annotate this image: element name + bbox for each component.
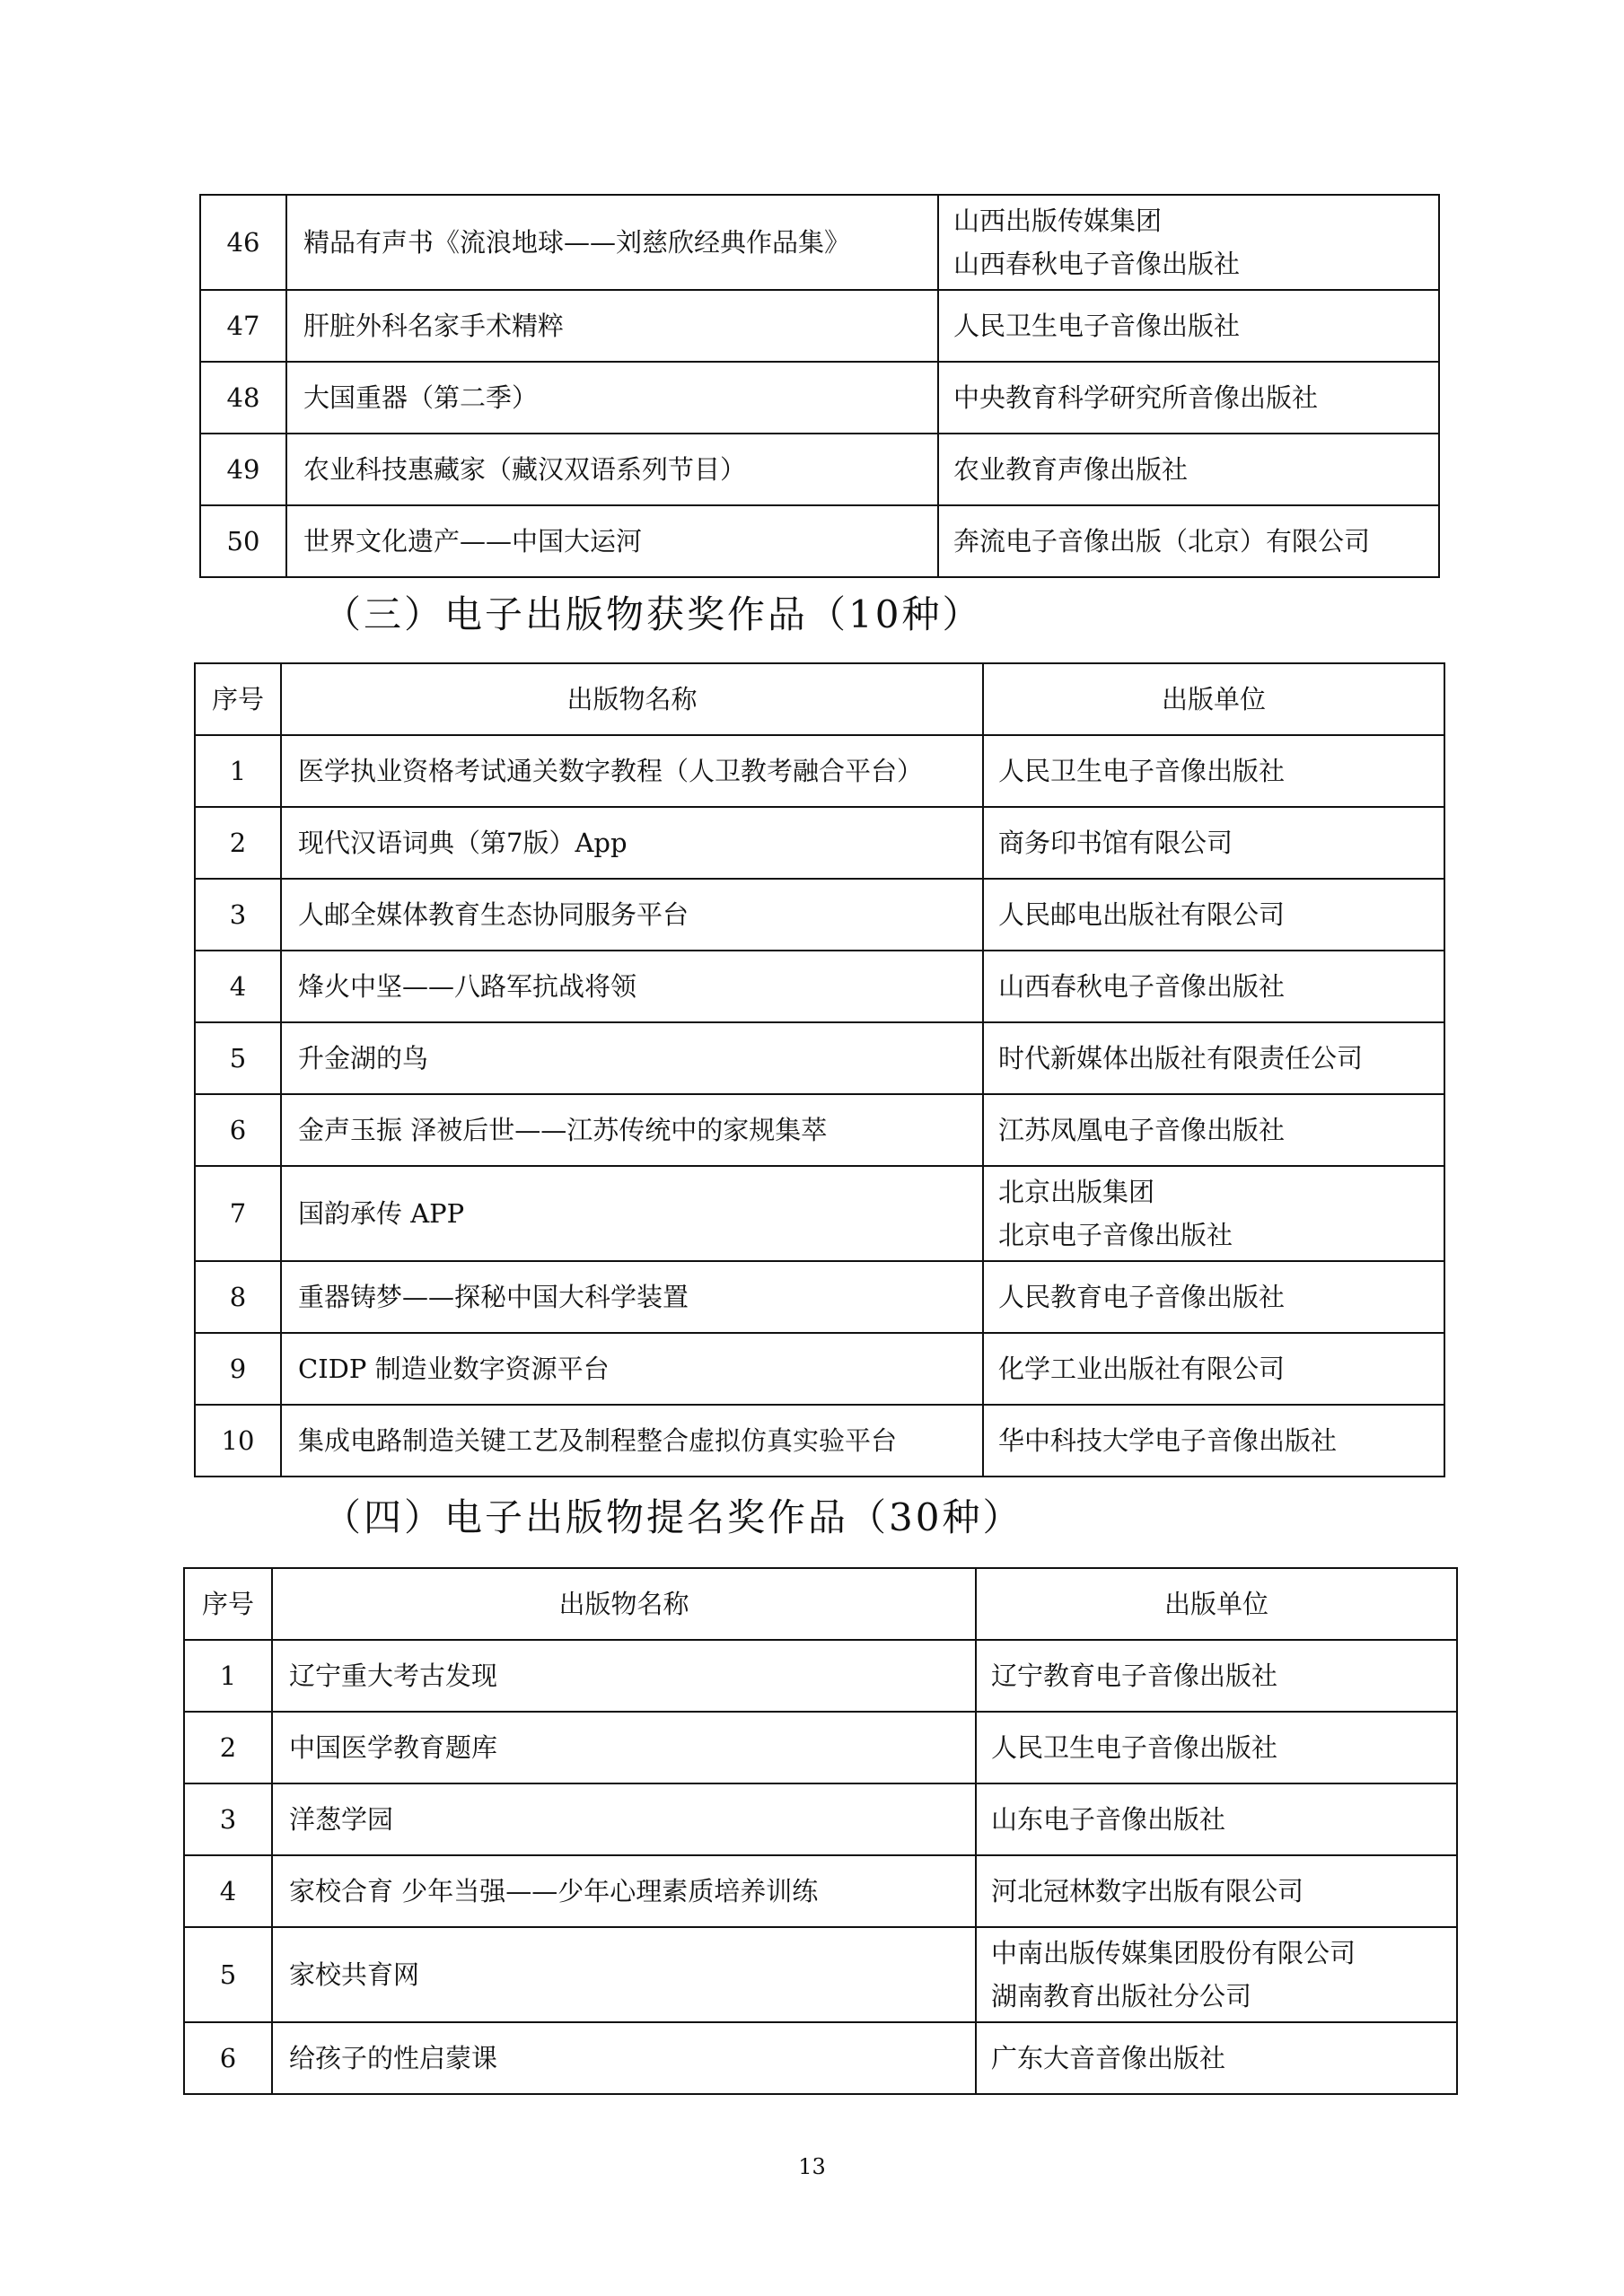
col-header-publisher: 出版单位 (976, 1568, 1457, 1640)
table-row (195, 879, 1444, 951)
publisher-name: 辽宁教育电子音像出版社 (991, 1661, 1278, 1691)
row-number: 50 (200, 505, 286, 577)
publisher-cell (938, 195, 1439, 290)
row-number: 46 (200, 195, 286, 290)
table-row (195, 1094, 1444, 1166)
row-number: 7 (195, 1166, 281, 1261)
table-row (195, 1333, 1444, 1405)
row-number: 4 (195, 951, 281, 1022)
row-number: 6 (195, 1094, 281, 1166)
table-row (195, 807, 1444, 879)
publisher-cell (983, 1022, 1444, 1094)
row-number: 2 (195, 807, 281, 879)
table-row (184, 1927, 1457, 2022)
row-number: 5 (195, 1022, 281, 1094)
table-row (200, 290, 1439, 362)
publisher-name: 河北冠林数字出版有限公司 (991, 1876, 1304, 1906)
publication-title: 集成电路制造关键工艺及制程整合虚拟仿真实验平台 (281, 1405, 983, 1477)
publisher-name: 北京出版集团 (998, 1177, 1155, 1207)
publisher-name: 农业教育声像出版社 (953, 454, 1189, 485)
publication-title: 大国重器（第二季） (286, 362, 938, 434)
section-4-table-body (184, 1640, 1457, 2094)
publication-title: 世界文化遗产——中国大运河 (286, 505, 938, 577)
row-number: 49 (200, 434, 286, 505)
row-number: 9 (195, 1333, 281, 1405)
section-4-title: （四）电子出版物提名奖作品（30种） (323, 1495, 1023, 1539)
publisher-name: 山西春秋电子音像出版社 (998, 971, 1286, 1002)
publisher-name: 中南出版传媒集团股份有限公司 (991, 1938, 1356, 1968)
publisher-name: 人民卫生电子音像出版社 (991, 1732, 1278, 1763)
publication-title: 现代汉语词典（第7版）App (281, 807, 983, 879)
publisher-name: 中央教育科学研究所音像出版社 (953, 382, 1319, 413)
col-header-title: 出版物名称 (272, 1568, 976, 1640)
publication-title: 给孩子的性启蒙课 (272, 2022, 976, 2094)
publication-title: 金声玉振 泽被后世——江苏传统中的家规集萃 (281, 1094, 983, 1166)
publisher-cell (983, 1261, 1444, 1333)
row-number: 1 (184, 1640, 272, 1712)
publisher-name: 广东大音音像出版社 (991, 2043, 1226, 2073)
publisher-cell (976, 2022, 1457, 2094)
publisher-name: 化学工业出版社有限公司 (998, 1354, 1286, 1384)
continued-table-body (200, 195, 1439, 577)
table-row (184, 1783, 1457, 1855)
section-4-table (183, 1567, 1458, 2095)
row-number: 5 (184, 1927, 272, 2022)
publisher-cell (983, 1333, 1444, 1405)
publisher-name: 人民卫生电子音像出版社 (998, 756, 1286, 786)
publisher-name: 华中科技大学电子音像出版社 (998, 1425, 1338, 1456)
publisher-name: 时代新媒体出版社有限责任公司 (998, 1043, 1364, 1074)
table-row (184, 2022, 1457, 2094)
publication-title: 辽宁重大考古发现 (272, 1640, 976, 1712)
publication-title: 家校合育 少年当强——少年心理素质培养训练 (272, 1855, 976, 1927)
publisher-name: 山西出版传媒集团 (953, 206, 1163, 236)
table-row (195, 735, 1444, 807)
row-number: 1 (195, 735, 281, 807)
publication-title: 国韵承传 APP (281, 1166, 983, 1261)
publication-title: 精品有声书《流浪地球——刘慈欣经典作品集》 (286, 195, 938, 290)
section-3-title: （三）电子出版物获奖作品（10种） (323, 592, 983, 636)
table-row (195, 1405, 1444, 1477)
table-row (195, 1022, 1444, 1094)
row-number: 47 (200, 290, 286, 362)
publication-title: 烽火中坚——八路军抗战将领 (281, 951, 983, 1022)
row-number: 10 (195, 1405, 281, 1477)
row-number: 3 (184, 1783, 272, 1855)
continued-table (199, 194, 1440, 578)
publication-title: 农业科技惠藏家（藏汉双语系列节目） (286, 434, 938, 505)
publisher-cell (983, 735, 1444, 807)
publication-title: 肝脏外科名家手术精粹 (286, 290, 938, 362)
publisher-cell (976, 1855, 1457, 1927)
publisher-cell (976, 1927, 1457, 2022)
publisher-cell (983, 1405, 1444, 1477)
table-row (195, 951, 1444, 1022)
publisher-cell (938, 290, 1439, 362)
section-3-table (194, 662, 1445, 1477)
table-row (200, 434, 1439, 505)
publisher-name: 湖南教育出版社分公司 (991, 1981, 1252, 2011)
publisher-cell (976, 1783, 1457, 1855)
publisher-name: 奔流电子音像出版（北京）有限公司 (953, 526, 1371, 556)
publication-title: 医学执业资格考试通关数字教程（人卫教考融合平台） (281, 735, 983, 807)
table-row (184, 1712, 1457, 1783)
publisher-name: 商务印书馆有限公司 (998, 828, 1233, 858)
publication-title: 洋葱学园 (272, 1783, 976, 1855)
publisher-cell (938, 362, 1439, 434)
col-header-publisher: 出版单位 (983, 663, 1444, 735)
table-row (200, 195, 1439, 290)
publisher-name: 江苏凤凰电子音像出版社 (998, 1115, 1286, 1145)
col-header-title: 出版物名称 (281, 663, 983, 735)
row-number: 4 (184, 1855, 272, 1927)
publisher-cell (976, 1712, 1457, 1783)
page-number: 13 (798, 2154, 826, 2179)
publisher-name: 人民邮电出版社有限公司 (998, 899, 1286, 930)
publisher-cell (983, 807, 1444, 879)
publisher-cell (983, 879, 1444, 951)
publisher-cell (983, 951, 1444, 1022)
row-number: 2 (184, 1712, 272, 1783)
publisher-cell (976, 1640, 1457, 1712)
table-row (184, 1855, 1457, 1927)
publication-title: 重器铸梦——探秘中国大科学装置 (281, 1261, 983, 1333)
publication-title: 家校共育网 (272, 1927, 976, 2022)
publication-title: CIDP 制造业数字资源平台 (281, 1333, 983, 1405)
row-number: 48 (200, 362, 286, 434)
publisher-cell (938, 434, 1439, 505)
publisher-name: 北京电子音像出版社 (998, 1220, 1233, 1250)
table-row (200, 362, 1439, 434)
table-row (184, 1640, 1457, 1712)
col-header-no: 序号 (195, 663, 281, 735)
publisher-cell (983, 1094, 1444, 1166)
publisher-name: 山西春秋电子音像出版社 (953, 249, 1241, 279)
row-number: 3 (195, 879, 281, 951)
publication-title: 升金湖的鸟 (281, 1022, 983, 1094)
header-row (184, 1568, 1457, 1640)
table-row (200, 505, 1439, 577)
header-row (195, 663, 1444, 735)
table-row (195, 1261, 1444, 1333)
publisher-cell (983, 1166, 1444, 1261)
publisher-cell (938, 505, 1439, 577)
publisher-name: 人民卫生电子音像出版社 (953, 311, 1241, 341)
publication-title: 中国医学教育题库 (272, 1712, 976, 1783)
section-3-table-body (195, 735, 1444, 1477)
row-number: 8 (195, 1261, 281, 1333)
row-number: 6 (184, 2022, 272, 2094)
publisher-name: 山东电子音像出版社 (991, 1804, 1226, 1835)
table-row (195, 1166, 1444, 1261)
publisher-name: 人民教育电子音像出版社 (998, 1282, 1286, 1312)
publication-title: 人邮全媒体教育生态协同服务平台 (281, 879, 983, 951)
col-header-no: 序号 (184, 1568, 272, 1640)
